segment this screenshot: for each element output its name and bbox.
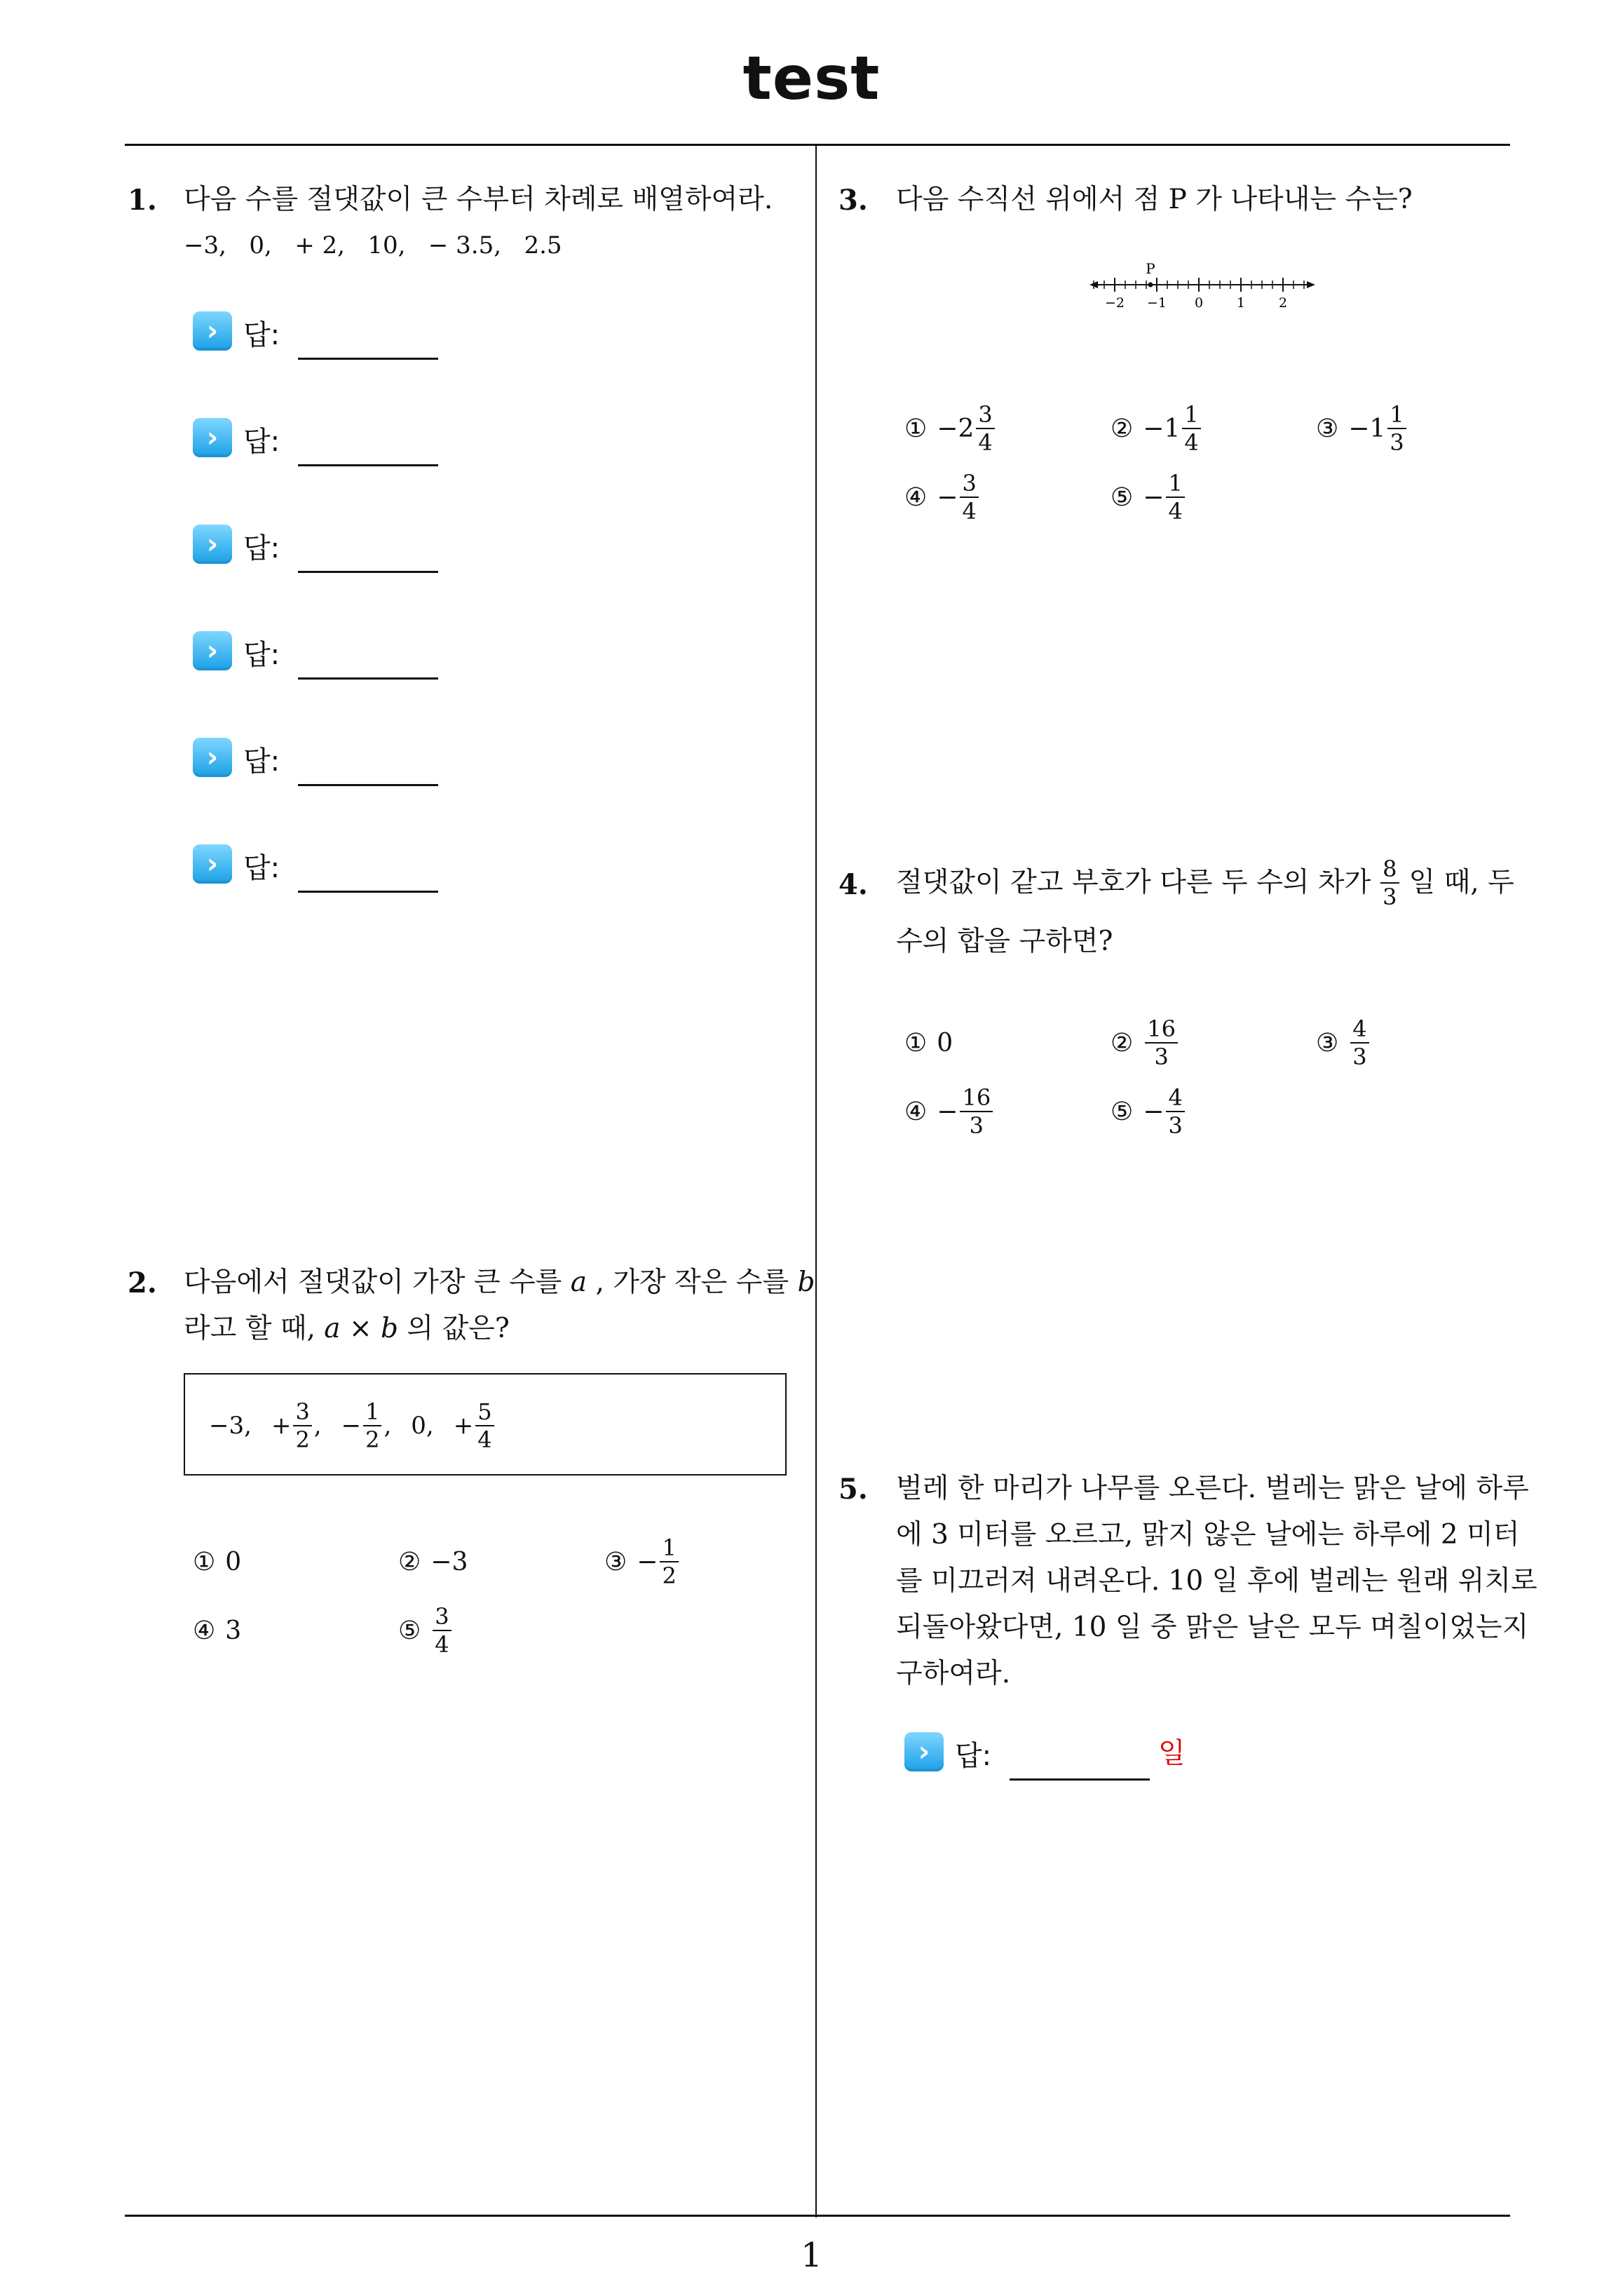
tick-label: 2 <box>1278 295 1288 311</box>
chevron-right-icon: › <box>193 311 232 351</box>
variable-a: a <box>570 1267 588 1298</box>
number-list: −3, 0, + 2, 10, − 3.5, 2.5 <box>184 231 562 259</box>
answer-label: 답: <box>243 532 280 565</box>
tick-label: −2 <box>1104 295 1125 311</box>
chevron-right-icon: › <box>193 844 232 884</box>
question-number: 5. <box>838 1473 868 1506</box>
answer-input[interactable] <box>298 358 438 360</box>
choice-5[interactable]: ⑤ − $\frac{1}{4}$ <box>1111 466 1187 529</box>
number-box: −3, + $\frac{3}{2}$ , − $\frac{1}{2}$ , 0, + $\frac{5}{4}$ <box>184 1373 787 1475</box>
question-text-line-3: 를 미끄러져 내려온다. 10 일 후에 벌레는 원래 위치로 <box>896 1565 1537 1597</box>
page-title: test <box>742 43 881 114</box>
answer-label: 답: <box>243 639 280 671</box>
chevron-right-icon: › <box>193 738 232 777</box>
answer-input[interactable] <box>1010 1778 1150 1781</box>
question-text-line-1: 벌레 한 마리가 나무를 오른다. 벌레는 맑은 날에 하루 <box>896 1473 1529 1504</box>
page-number: 1 <box>801 2236 822 2275</box>
choice-5[interactable]: ⑤ $\frac{3}{4}$ <box>398 1599 454 1662</box>
choice-3[interactable]: ③ −1 $\frac{1}{3}$ <box>1316 397 1408 460</box>
answer-label: 답: <box>243 319 280 351</box>
chevron-right-icon: › <box>193 525 232 564</box>
choice-3[interactable]: ③ − $\frac{1}{2}$ <box>604 1530 681 1593</box>
choice-4[interactable]: ④ 3 <box>193 1616 242 1645</box>
choice-1[interactable]: ① 0 <box>193 1547 242 1576</box>
answer-label: 답: <box>243 852 280 884</box>
question-text-line-2: 라고 할 때, a × b 의 값은? <box>184 1313 510 1344</box>
question-text-line-4: 되돌아왔다면, 10 일 중 맑은 날은 모두 며칠이었는지 <box>896 1612 1529 1643</box>
answer-unit: 일 <box>1158 1737 1186 1769</box>
chevron-right-icon: › <box>193 631 232 670</box>
choice-4[interactable]: ④ − $\frac{3}{4}$ <box>904 466 981 529</box>
choice-2[interactable]: ② −1 $\frac{1}{4}$ <box>1111 397 1203 460</box>
question-number: 1. <box>128 184 157 217</box>
number-line <box>1087 252 1318 323</box>
question-text-line-2: 에 3 미터를 오르고, 맑지 않은 날에는 하루에 2 미터 <box>896 1519 1520 1551</box>
answer-label: 답: <box>243 745 280 778</box>
point-p-label: P <box>1146 260 1155 277</box>
question-text-line-5: 구하여라. <box>896 1658 1011 1689</box>
answer-label: 답: <box>955 1740 992 1772</box>
question-text-line-2: 수의 합을 구하면? <box>896 926 1113 957</box>
question-number: 2. <box>128 1267 157 1299</box>
question-text-line-1: 다음에서 절댓값이 가장 큰 수를 a , 가장 작은 수를 b <box>184 1267 815 1298</box>
chevron-right-icon: › <box>193 418 232 457</box>
tick-label: 1 <box>1236 295 1246 311</box>
expression: a × b <box>324 1313 398 1344</box>
header-divider <box>125 144 1510 146</box>
answer-input[interactable] <box>298 464 438 466</box>
choice-2[interactable]: ② −3 <box>398 1547 468 1576</box>
answer-input[interactable] <box>298 784 438 786</box>
question-number: 4. <box>838 868 868 901</box>
choice-2[interactable]: ② $\frac{16}{3}$ <box>1111 1011 1180 1074</box>
choice-1[interactable]: ① 0 <box>904 1028 953 1058</box>
question-text-line-1: 절댓값이 같고 부호가 다른 두 수의 차가 $\frac{8}{3}$ 일 때, 두 <box>896 856 1514 910</box>
answer-label: 답: <box>243 426 280 458</box>
choice-3[interactable]: ③ $\frac{4}{3}$ <box>1316 1011 1371 1074</box>
tick-label: −1 <box>1146 295 1167 311</box>
answer-input[interactable] <box>298 677 438 680</box>
answer-input[interactable] <box>298 571 438 573</box>
answer-input[interactable] <box>298 891 438 893</box>
choice-5[interactable]: ⑤ − $\frac{4}{3}$ <box>1111 1080 1187 1143</box>
tick-label: 0 <box>1194 295 1204 311</box>
point-p-marker <box>1148 283 1153 288</box>
chevron-right-icon: › <box>904 1732 944 1771</box>
question-text: 다음 수를 절댓값이 큰 수부터 차례로 배열하여라. <box>184 184 773 215</box>
question-text: 다음 수직선 위에서 점 P 가 나타내는 수는? <box>896 184 1413 215</box>
choice-1[interactable]: ① −2 $\frac{3}{4}$ <box>904 397 997 460</box>
column-divider <box>815 145 817 2217</box>
choice-4[interactable]: ④ − $\frac{16}{3}$ <box>904 1080 995 1143</box>
footer-divider <box>125 2215 1510 2217</box>
variable-b: b <box>797 1267 815 1298</box>
question-number: 3. <box>838 184 868 217</box>
